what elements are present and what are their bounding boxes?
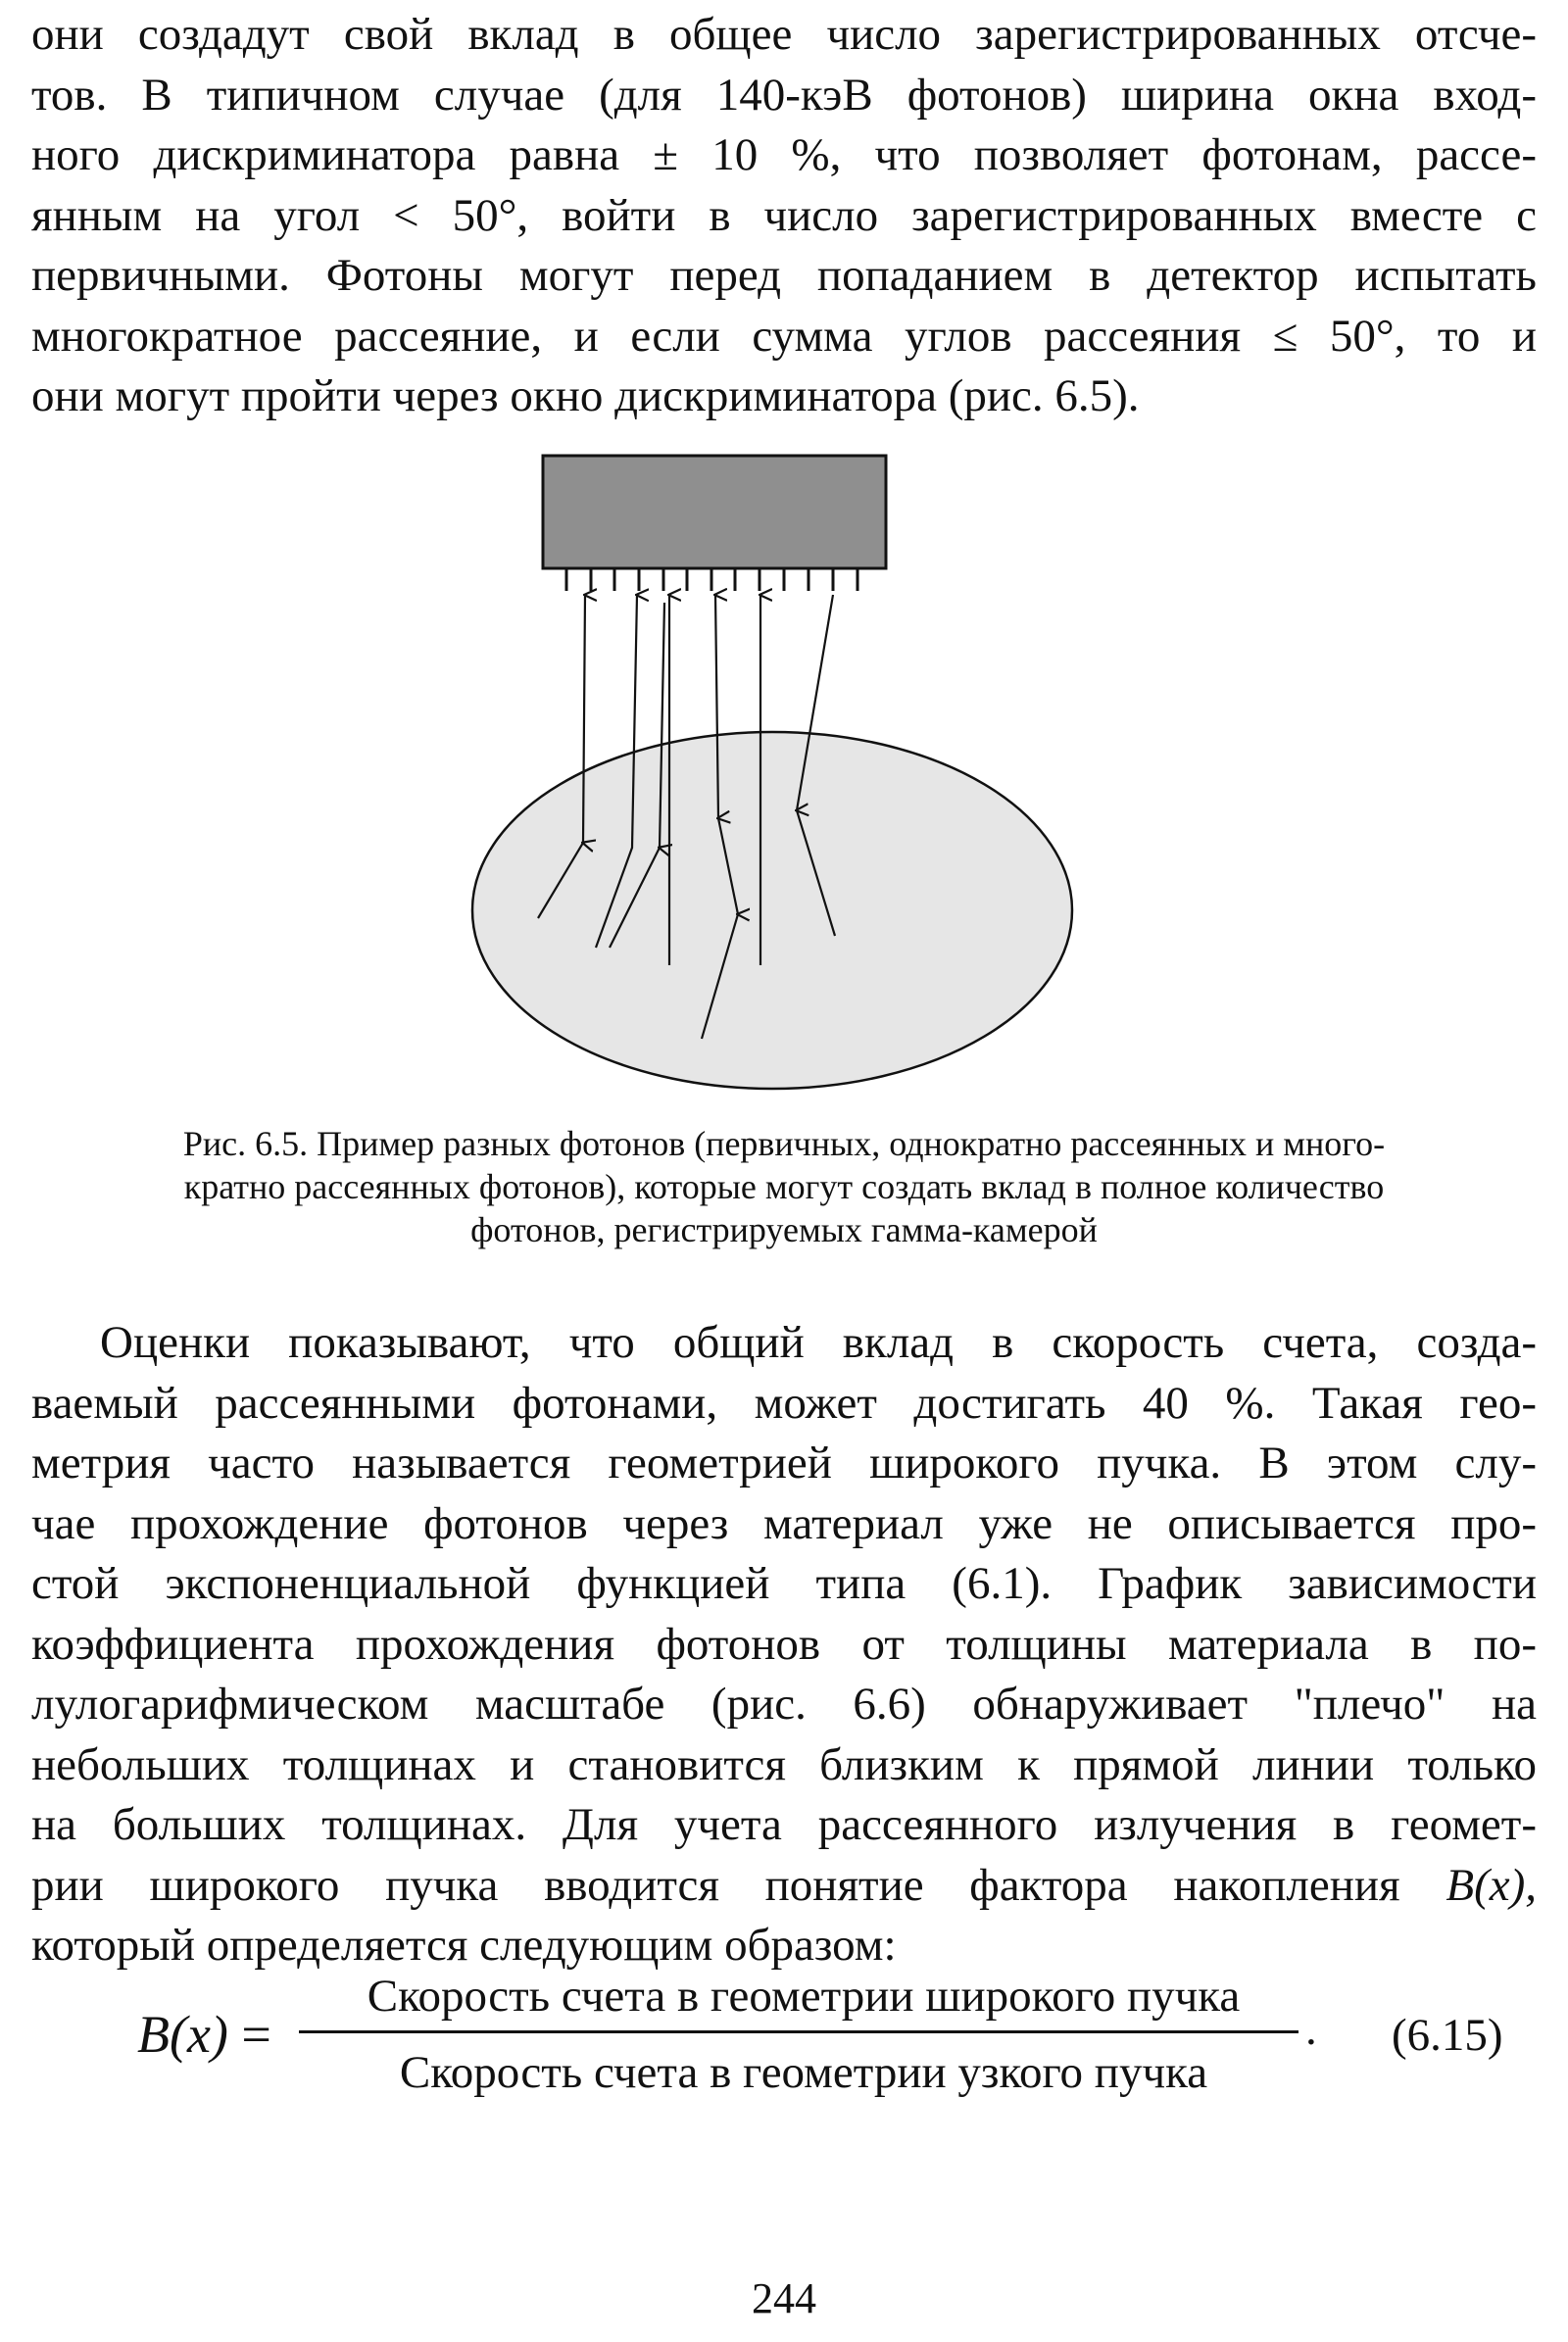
text-line: небольших толщинах и становится близким к прямой линии только <box>31 1738 1537 1790</box>
figure-gamma-camera-diagram <box>461 446 1127 1093</box>
caption-line: Рис. 6.5. Пример разных фотонов (первичных, однократно рассеянных и много- <box>182 1124 1386 1163</box>
text-line: лулогарифмическом масштабе (рис. 6.6) обнаруживает "плечо" на <box>31 1679 1537 1730</box>
text-line-with-variable <box>31 1856 1537 1917</box>
collimator-septa <box>566 568 858 591</box>
text-line: метрия часто называется геометрией широкого пучка. В этом слу- <box>31 1438 1537 1488</box>
text-line: ного дискриминатора равна ± 10 %, что позволяет фотонам, рассе- <box>31 129 1537 180</box>
paragraph-2 <box>31 1313 1537 1976</box>
photon-scatter-diagram <box>461 446 1127 1093</box>
caption-line: фотонов, регистрируемых гамма-камерой <box>470 1210 1098 1249</box>
text-line: они могут пройти через окно дискриминатора (рис. 6.5). <box>31 370 1140 421</box>
fraction-bar <box>299 2030 1298 2033</box>
inline-variable: B(x), <box>1446 1859 1537 1911</box>
text-line: который определяется следующим образом: <box>31 1920 897 1971</box>
scatter-medium-ellipse <box>472 732 1072 1089</box>
text-line: на больших толщинах. Для учета рассеянного излучения в геомет- <box>31 1799 1537 1850</box>
formula-lhs-var: B(x) <box>137 2005 228 2064</box>
formula-lhs: B(x) = <box>137 2005 271 2064</box>
text-line: янным на угол < 50°, войти в число зарегистрированных вместе с <box>31 189 1537 241</box>
text-line: они создадут свой вклад в общее число зарегистрированных отсче- <box>31 9 1537 60</box>
text-line: тов. В типичном случае (для 140-кэВ фотонов) ширина окна вход- <box>31 69 1537 121</box>
text-line: коэффициента прохождения фотонов от толщины материала в по- <box>31 1618 1537 1670</box>
formula-numerator: Скорость счета в геометрии широкого пучка <box>367 1971 1241 2022</box>
formula-6-15 <box>0 1970 1568 2098</box>
text-line: многократное рассеяние, и если сумма углов рассеяния ≤ 50°, то и <box>31 310 1537 362</box>
paragraph-1 <box>31 5 1537 427</box>
text-line: ваемый рассеянными фотонами, может достигать 40 %. Такая гео- <box>31 1377 1537 1429</box>
text-line: Оценки показывают, что общий вклад в скорость счета, созда- <box>100 1317 1537 1368</box>
detector-block <box>543 456 886 568</box>
figure-caption <box>29 1122 1539 1251</box>
formula-period: . <box>1305 2004 1317 2055</box>
text-line: первичными. Фотоны могут перед попаданием в детектор испытать <box>31 250 1537 301</box>
caption-line: кратно рассеянных фотонов), которые могут создать вклад в полное количество <box>183 1167 1385 1206</box>
page-number: 244 <box>752 2274 816 2322</box>
text-line: стой экспоненциальной функцией типа (6.1). График зависимости <box>31 1558 1537 1609</box>
equation-number: (6.15) <box>1392 2010 1503 2061</box>
text-line: чае прохождение фотонов через материал уже не описывается про- <box>31 1497 1537 1549</box>
formula-denominator: Скорость счета в геометрии узкого пучка <box>399 2047 1208 2098</box>
text-line-text: рии широкого пучка вводится понятие фактора накопления <box>31 1859 1400 1911</box>
